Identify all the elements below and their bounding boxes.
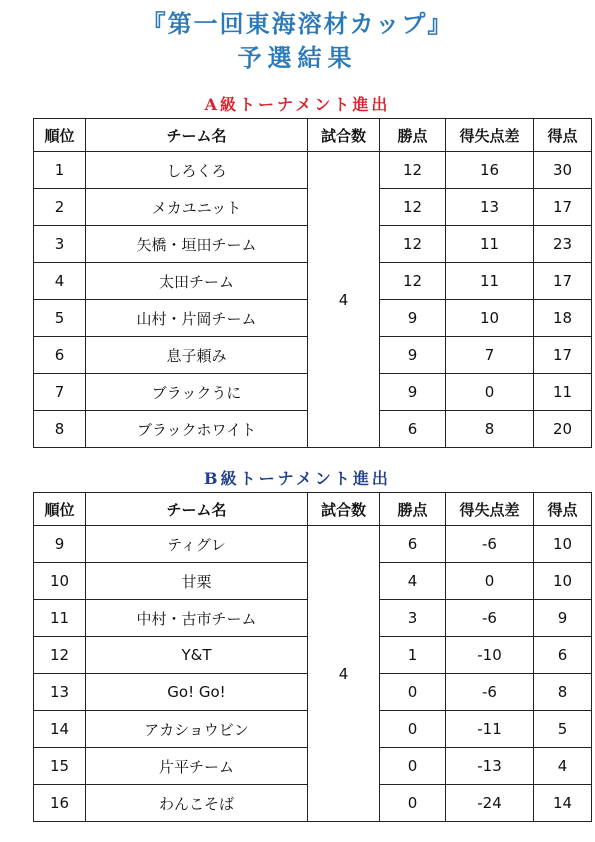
rank-cell: 1 bbox=[34, 152, 86, 189]
results-table-b bbox=[33, 492, 592, 822]
col-header-team: チーム名 bbox=[86, 493, 308, 526]
points-cell: 30 bbox=[534, 152, 592, 189]
rank-cell: 15 bbox=[34, 748, 86, 785]
team-cell: 甘栗 bbox=[86, 563, 308, 600]
diff-cell: 8 bbox=[446, 411, 534, 448]
diff-cell: 0 bbox=[446, 563, 534, 600]
points-cell: 10 bbox=[534, 526, 592, 563]
points-cell: 10 bbox=[534, 563, 592, 600]
wins-cell: 0 bbox=[380, 674, 446, 711]
wins-cell: 6 bbox=[380, 411, 446, 448]
points-cell: 11 bbox=[534, 374, 592, 411]
col-header-diff: 得失点差 bbox=[446, 493, 534, 526]
col-header-points: 得点 bbox=[534, 493, 592, 526]
team-cell: わんこそば bbox=[86, 785, 308, 822]
table-row bbox=[34, 526, 592, 563]
rank-cell: 4 bbox=[34, 263, 86, 300]
points-cell: 14 bbox=[534, 785, 592, 822]
diff-cell: -6 bbox=[446, 526, 534, 563]
rank-cell: 3 bbox=[34, 226, 86, 263]
rank-cell: 5 bbox=[34, 300, 86, 337]
diff-cell: -24 bbox=[446, 785, 534, 822]
results-table-a bbox=[33, 118, 592, 448]
page-subtitle: 予選結果 bbox=[237, 43, 358, 72]
rank-cell: 11 bbox=[34, 600, 86, 637]
section-a-heading: A級トーナメント進出 bbox=[204, 95, 391, 114]
col-header-wins: 勝点 bbox=[380, 493, 446, 526]
col-header-rank: 順位 bbox=[34, 119, 86, 152]
team-cell: ブラックホワイト bbox=[86, 411, 308, 448]
col-header-diff: 得失点差 bbox=[446, 119, 534, 152]
rank-cell: 2 bbox=[34, 189, 86, 226]
diff-cell: 10 bbox=[446, 300, 534, 337]
diff-cell: 7 bbox=[446, 337, 534, 374]
points-cell: 18 bbox=[534, 300, 592, 337]
wins-cell: 4 bbox=[380, 563, 446, 600]
diff-cell: -13 bbox=[446, 748, 534, 785]
table-header-row bbox=[34, 119, 592, 152]
wins-cell: 0 bbox=[380, 785, 446, 822]
team-cell: Y&T bbox=[86, 637, 308, 674]
diff-cell: 16 bbox=[446, 152, 534, 189]
diff-cell: -6 bbox=[446, 674, 534, 711]
diff-cell: 11 bbox=[446, 263, 534, 300]
wins-cell: 12 bbox=[380, 152, 446, 189]
wins-cell: 3 bbox=[380, 600, 446, 637]
col-header-games: 試合数 bbox=[308, 493, 380, 526]
team-cell: メカユニット bbox=[86, 189, 308, 226]
diff-cell: 0 bbox=[446, 374, 534, 411]
col-header-wins: 勝点 bbox=[380, 119, 446, 152]
team-cell: 中村・古市チーム bbox=[86, 600, 308, 637]
team-cell: しろくろ bbox=[86, 152, 308, 189]
diff-cell: -11 bbox=[446, 711, 534, 748]
rank-cell: 13 bbox=[34, 674, 86, 711]
col-header-rank: 順位 bbox=[34, 493, 86, 526]
wins-cell: 12 bbox=[380, 189, 446, 226]
team-cell: アカショウビン bbox=[86, 711, 308, 748]
team-cell: 息子頼み bbox=[86, 337, 308, 374]
team-cell: 太田チーム bbox=[86, 263, 308, 300]
diff-cell: 11 bbox=[446, 226, 534, 263]
points-cell: 17 bbox=[534, 337, 592, 374]
diff-cell: -6 bbox=[446, 600, 534, 637]
points-cell: 9 bbox=[534, 600, 592, 637]
points-cell: 6 bbox=[534, 637, 592, 674]
wins-cell: 1 bbox=[380, 637, 446, 674]
col-header-team: チーム名 bbox=[86, 119, 308, 152]
wins-cell: 6 bbox=[380, 526, 446, 563]
points-cell: 4 bbox=[534, 748, 592, 785]
section-b-heading: B級トーナメント進出 bbox=[204, 469, 391, 488]
rank-cell: 9 bbox=[34, 526, 86, 563]
points-cell: 5 bbox=[534, 711, 592, 748]
table-header-row bbox=[34, 493, 592, 526]
points-cell: 17 bbox=[534, 263, 592, 300]
col-header-games: 試合数 bbox=[308, 119, 380, 152]
wins-cell: 12 bbox=[380, 226, 446, 263]
points-cell: 20 bbox=[534, 411, 592, 448]
rank-cell: 8 bbox=[34, 411, 86, 448]
team-cell: ブラックうに bbox=[86, 374, 308, 411]
wins-cell: 0 bbox=[380, 748, 446, 785]
table-row bbox=[34, 152, 592, 189]
wins-cell: 9 bbox=[380, 300, 446, 337]
rank-cell: 6 bbox=[34, 337, 86, 374]
games-cell: 4 bbox=[308, 152, 380, 448]
team-cell: Go! Go! bbox=[86, 674, 308, 711]
diff-cell: 13 bbox=[446, 189, 534, 226]
points-cell: 23 bbox=[534, 226, 592, 263]
wins-cell: 12 bbox=[380, 263, 446, 300]
page-title: 『第一回東海溶材カップ』 bbox=[141, 9, 454, 38]
col-header-points: 得点 bbox=[534, 119, 592, 152]
points-cell: 17 bbox=[534, 189, 592, 226]
rank-cell: 12 bbox=[34, 637, 86, 674]
rank-cell: 7 bbox=[34, 374, 86, 411]
games-cell: 4 bbox=[308, 526, 380, 822]
wins-cell: 0 bbox=[380, 711, 446, 748]
points-cell: 8 bbox=[534, 674, 592, 711]
team-cell: ティグレ bbox=[86, 526, 308, 563]
wins-cell: 9 bbox=[380, 374, 446, 411]
team-cell: 山村・片岡チーム bbox=[86, 300, 308, 337]
team-cell: 矢橋・垣田チーム bbox=[86, 226, 308, 263]
team-cell: 片平チーム bbox=[86, 748, 308, 785]
rank-cell: 16 bbox=[34, 785, 86, 822]
rank-cell: 14 bbox=[34, 711, 86, 748]
wins-cell: 9 bbox=[380, 337, 446, 374]
diff-cell: -10 bbox=[446, 637, 534, 674]
rank-cell: 10 bbox=[34, 563, 86, 600]
